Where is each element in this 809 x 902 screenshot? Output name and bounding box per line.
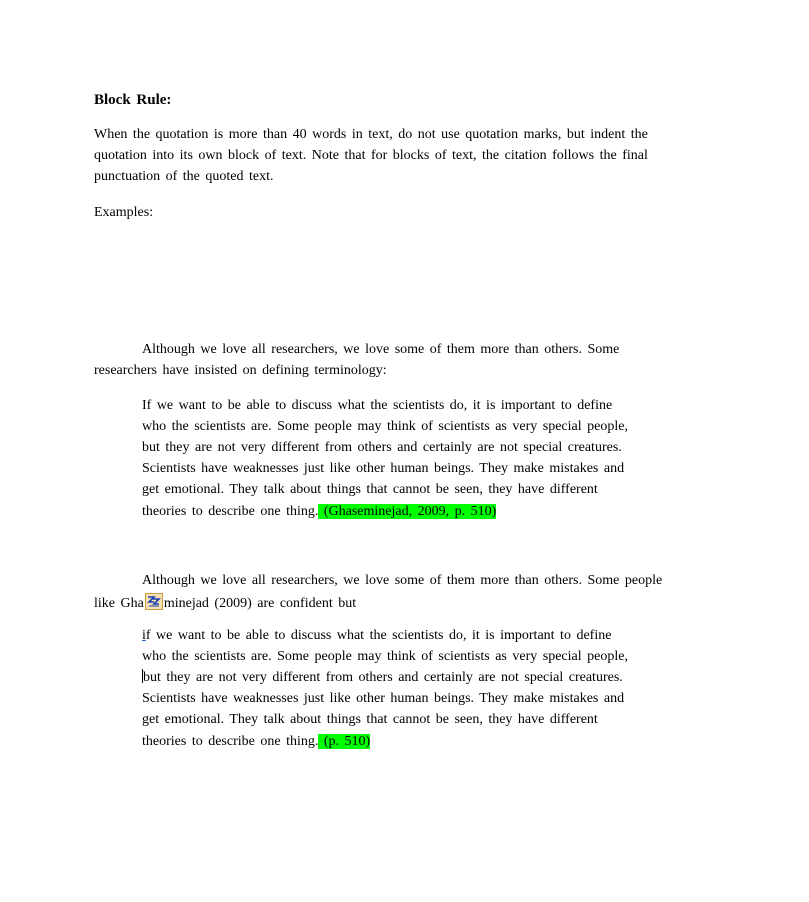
- autocorrect-options-icon[interactable]: [145, 593, 163, 610]
- section-heading: Block Rule:: [94, 92, 172, 108]
- example2-lead-line-1: Although we love all researchers, we love some of them more than others. Some people: [142, 573, 663, 588]
- example1-citation-highlight: (Ghaseminejad, 2009, p. 510): [318, 504, 497, 519]
- example1-quote-line-5: get emotional. They talk about things that cannot be seen, they have different: [142, 482, 598, 497]
- example2-citation-highlight: (p. 510): [318, 734, 371, 749]
- intro-line-3: punctuation of the quoted text.: [94, 169, 274, 184]
- example1-quote-line-2: who the scientists are. Some people may think of scientists as very special people,: [142, 419, 628, 434]
- example1-lead-line-1: Although we love all researchers, we love some of them more than others. Some: [142, 342, 620, 357]
- example1-quote-line-4: Scientists have weaknesses just like other human beings. They make mistakes and: [142, 461, 625, 476]
- example2-quote-line-5: get emotional. They talk about things that cannot be seen, they have different: [142, 712, 598, 727]
- example2-quote-line-1: [142, 627, 611, 645]
- intro-line-2: quotation into its own block of text. Note that for blocks of text, the citation follows the final: [94, 148, 648, 163]
- example2-quote-line-3: [142, 669, 623, 687]
- example2-lead-pre: like Gha: [94, 596, 144, 611]
- example1-lead-line-2: researchers have insisted on defining terminology:: [94, 363, 387, 378]
- example2-lead-post: minejad (2009) are confident but: [163, 596, 357, 611]
- example2-quote-line-3-text: but they are not very different from others and certainly are not special creatures.: [143, 670, 623, 685]
- intro-line-1: When the quotation is more than 40 words in text, do not use quotation marks, but indent the: [94, 127, 648, 142]
- example2-lead-line-2: [94, 593, 356, 613]
- example2-quote-line-2: who the scientists are. Some people may think of scientists as very special people,: [142, 649, 628, 664]
- example2-quote-line-6: [142, 733, 370, 751]
- example1-quote-last-text: theories to describe one thing.: [142, 504, 319, 519]
- example2-quote-first-rest: f we want to be able to discuss what the scientists do, it is important to define: [145, 628, 612, 643]
- example2-quote-first-letter: i: [142, 628, 146, 643]
- example1-quote-line-3: but they are not very different from others and certainly are not special creatures.: [142, 440, 622, 455]
- example1-quote-line-1: If we want to be able to discuss what the scientists do, it is important to define: [142, 398, 613, 413]
- example2-quote-last-text: theories to describe one thing.: [142, 734, 319, 749]
- example1-quote-line-6: [142, 503, 496, 521]
- examples-label: Examples:: [94, 205, 154, 220]
- example2-quote-line-4: Scientists have weaknesses just like other human beings. They make mistakes and: [142, 691, 625, 706]
